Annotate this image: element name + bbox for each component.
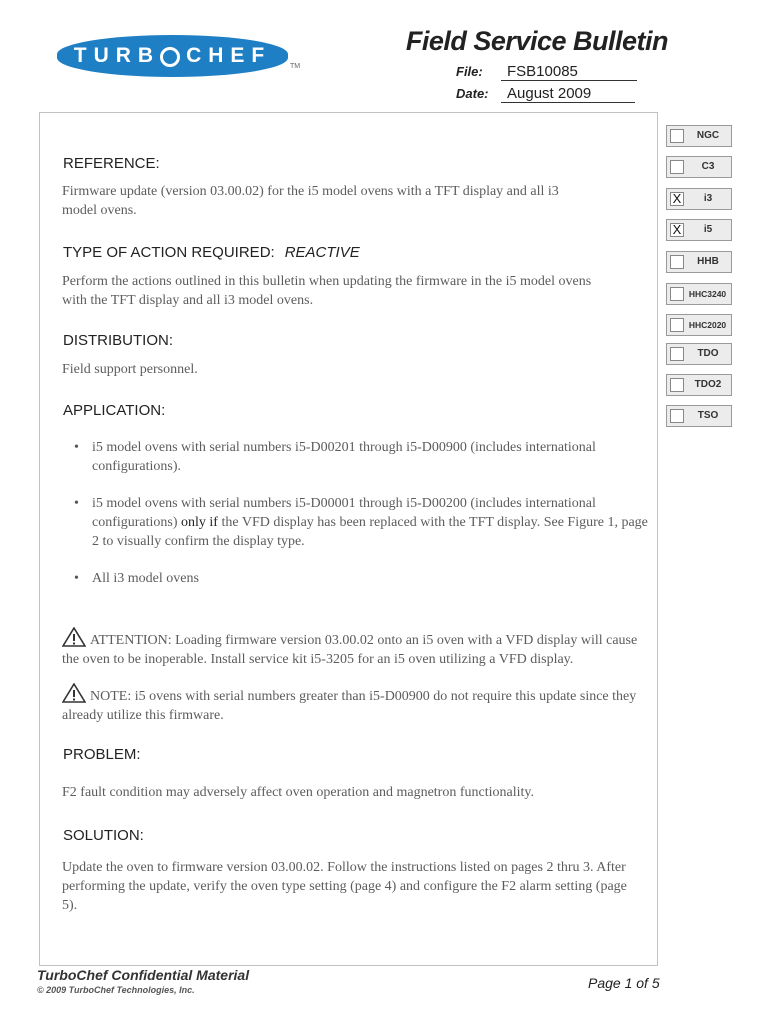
model-checkbox-c3[interactable] xyxy=(666,156,732,178)
model-label: TSO xyxy=(697,410,719,421)
application-heading: APPLICATION: xyxy=(63,402,166,419)
distribution-text: Field support personnel. xyxy=(62,362,198,377)
date-label: Date: xyxy=(456,86,489,101)
model-checkbox-i3[interactable] xyxy=(666,188,732,210)
action-text: Perform the actions outlined in this bulletin when updating the firmware in the i5 model ovens with the TFT display and all i3 model ovens. xyxy=(62,274,592,308)
file-row xyxy=(456,63,637,81)
note-text: NOTE: i5 ovens with serial numbers greater than i5-D00900 do not require this update since they already utilize this firmware. xyxy=(62,689,637,723)
reference-heading: REFERENCE: xyxy=(63,155,160,172)
application-bullet-2-text-b: the VFD display has been replaced with the TFT display. See Figure 1, page 2 to visually confirm the display type. xyxy=(92,515,648,549)
bullet-dot: • xyxy=(74,571,79,586)
model-label: TDO2 xyxy=(694,379,722,390)
checkbox[interactable]: X xyxy=(670,192,684,206)
file-value: FSB10085 xyxy=(501,64,637,81)
warning-icon xyxy=(62,627,86,647)
confidential-label: TurboChef Confidential Material xyxy=(37,967,250,983)
copyright: © 2009 TurboChef Technologies, Inc. xyxy=(37,985,195,995)
solution-heading: SOLUTION: xyxy=(63,827,144,844)
checkbox[interactable] xyxy=(670,129,684,143)
application-bullet-2-text-a: i5 model ovens with serial numbers i5-D00001 through i5-D00200 (includes international configurations) xyxy=(92,496,596,530)
application-bullet-1-text: i5 model ovens with serial numbers i5-D00201 through i5-D00900 (includes international configurations). xyxy=(92,440,596,474)
checkbox[interactable] xyxy=(670,409,684,423)
model-label: i3 xyxy=(703,193,713,204)
logo-text-turb: TURB xyxy=(73,44,161,67)
checkbox[interactable] xyxy=(670,347,684,361)
application-bullet-2 xyxy=(62,494,652,551)
model-label: HHB xyxy=(697,256,719,267)
model-label: TDO xyxy=(697,348,719,359)
model-checkbox-hhc3240[interactable] xyxy=(666,283,732,305)
checkbox[interactable] xyxy=(670,287,684,301)
attention-notice xyxy=(62,627,642,669)
application-list xyxy=(62,438,652,588)
model-checkbox-hhb[interactable] xyxy=(666,251,732,273)
checkbox[interactable]: X xyxy=(670,223,684,237)
model-checkbox-tdo[interactable] xyxy=(666,343,732,365)
date-row xyxy=(456,85,635,103)
model-checkbox-i5[interactable] xyxy=(666,219,732,241)
problem-text: F2 fault condition may adversely affect oven operation and magnetron functionality. xyxy=(62,785,534,800)
model-checkbox-hhc2020[interactable] xyxy=(666,314,732,336)
problem-heading: PROBLEM: xyxy=(63,746,141,763)
action-heading xyxy=(63,244,360,261)
warning-icon xyxy=(62,683,86,703)
model-checkbox-tdo2[interactable] xyxy=(666,374,732,396)
checkbox[interactable] xyxy=(670,378,684,392)
bullet-dot: • xyxy=(74,496,79,511)
attention-text: ATTENTION: Loading firmware version 03.00.02 onto an i5 oven with a VFD display will cause the oven to be inoperable. Install service kit i5-3205 for an i5 oven utilizing a VFD display. xyxy=(62,633,638,667)
note-notice xyxy=(62,683,642,725)
model-checkbox-ngc[interactable] xyxy=(666,125,732,147)
application-bullet-2-emphasis: only if xyxy=(181,515,218,530)
action-heading-label: TYPE OF ACTION REQUIRED: xyxy=(63,244,275,261)
distribution-heading: DISTRIBUTION: xyxy=(63,332,174,349)
logo-text-chef: CHEF xyxy=(186,44,272,67)
solution-text: Update the oven to firmware version 03.00.02. Follow the instructions listed on pages 2 thru 3. After performing the update, verify the oven type setting (page 4) and configure the F2 alarm setting (page 5). xyxy=(62,860,627,913)
file-label: File: xyxy=(456,64,483,79)
model-label: NGC xyxy=(696,130,720,141)
application-bullet-1 xyxy=(62,438,652,476)
model-label: i5 xyxy=(703,224,713,235)
model-label: HHC3240 xyxy=(688,289,727,299)
trademark: TM xyxy=(290,63,301,70)
model-label: C3 xyxy=(701,161,715,172)
model-checkbox-tso[interactable] xyxy=(666,405,732,427)
application-bullet-3 xyxy=(62,569,652,588)
reference-text: Firmware update (version 03.00.02) for the i5 model ovens with a TFT display and all i3 model ovens. xyxy=(62,184,559,218)
bullet-dot: • xyxy=(74,440,79,455)
turbochef-logo xyxy=(57,35,288,77)
logo-ring-icon xyxy=(160,47,180,67)
checkbox[interactable] xyxy=(670,160,684,174)
model-label: HHC2020 xyxy=(688,320,727,330)
checkbox[interactable] xyxy=(670,318,684,332)
action-type: REACTIVE xyxy=(284,244,360,261)
date-value: August 2009 xyxy=(501,86,635,103)
document-title: Field Service Bulletin xyxy=(405,26,668,56)
page-number: Page 1 of 5 xyxy=(588,975,660,991)
application-bullet-3-text: All i3 model ovens xyxy=(92,571,199,586)
checkbox[interactable] xyxy=(670,255,684,269)
